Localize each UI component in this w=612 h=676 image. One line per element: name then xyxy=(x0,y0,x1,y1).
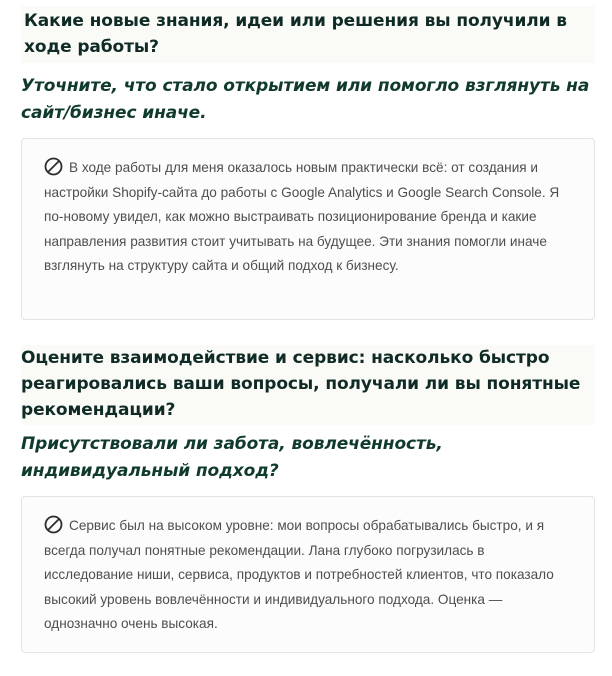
question-title: Какие новые знания, идеи или решения вы получили в ходе работы? xyxy=(24,11,567,57)
answer-text: Сервис был на высоком уровне: мои вопросы обрабатывались быстро, и я всегда получал понятные рекомендации. Лана глубоко погрузилась в исследование ниши, сервиса, продуктов и потребностей клиентов, что показало высокий уровень вовлечённости и индивидуального подхода. Оценка — однозначно очень высокая. xyxy=(44,518,554,632)
qa-section-knowledge xyxy=(21,6,595,320)
answer-text: В ходе работы для меня оказалось новым практически всё: от создания и настройки Shopify-сайта до работы с Google Analytics и Google Search Console. Я по-новому увидел, как можно выстраивать позиционирование бренда и какие направления развития стоит учитывать на будущее. Эти знания помогли иначе взглянуть на структуру сайта и общий подход к бизнесу. xyxy=(44,160,560,274)
ban-icon xyxy=(44,157,63,176)
question-header xyxy=(21,345,595,425)
question-title: Оцените взаимодействие и сервис: насколько быстро реагировались ваши вопросы, получали ли вы понятные рекомендации? xyxy=(21,348,581,420)
question-header xyxy=(21,6,595,63)
question-subtitle: Уточните, что стало открытием или помогло взглянуть на сайт/бизнес иначе. xyxy=(21,76,590,123)
qa-section-service xyxy=(21,345,595,653)
answer-card xyxy=(21,138,595,320)
answer-card xyxy=(21,496,595,653)
question-subtitle: Присутствовали ли забота, вовлечённость, индивидуальный подход? xyxy=(21,434,443,481)
ban-icon xyxy=(44,515,63,534)
